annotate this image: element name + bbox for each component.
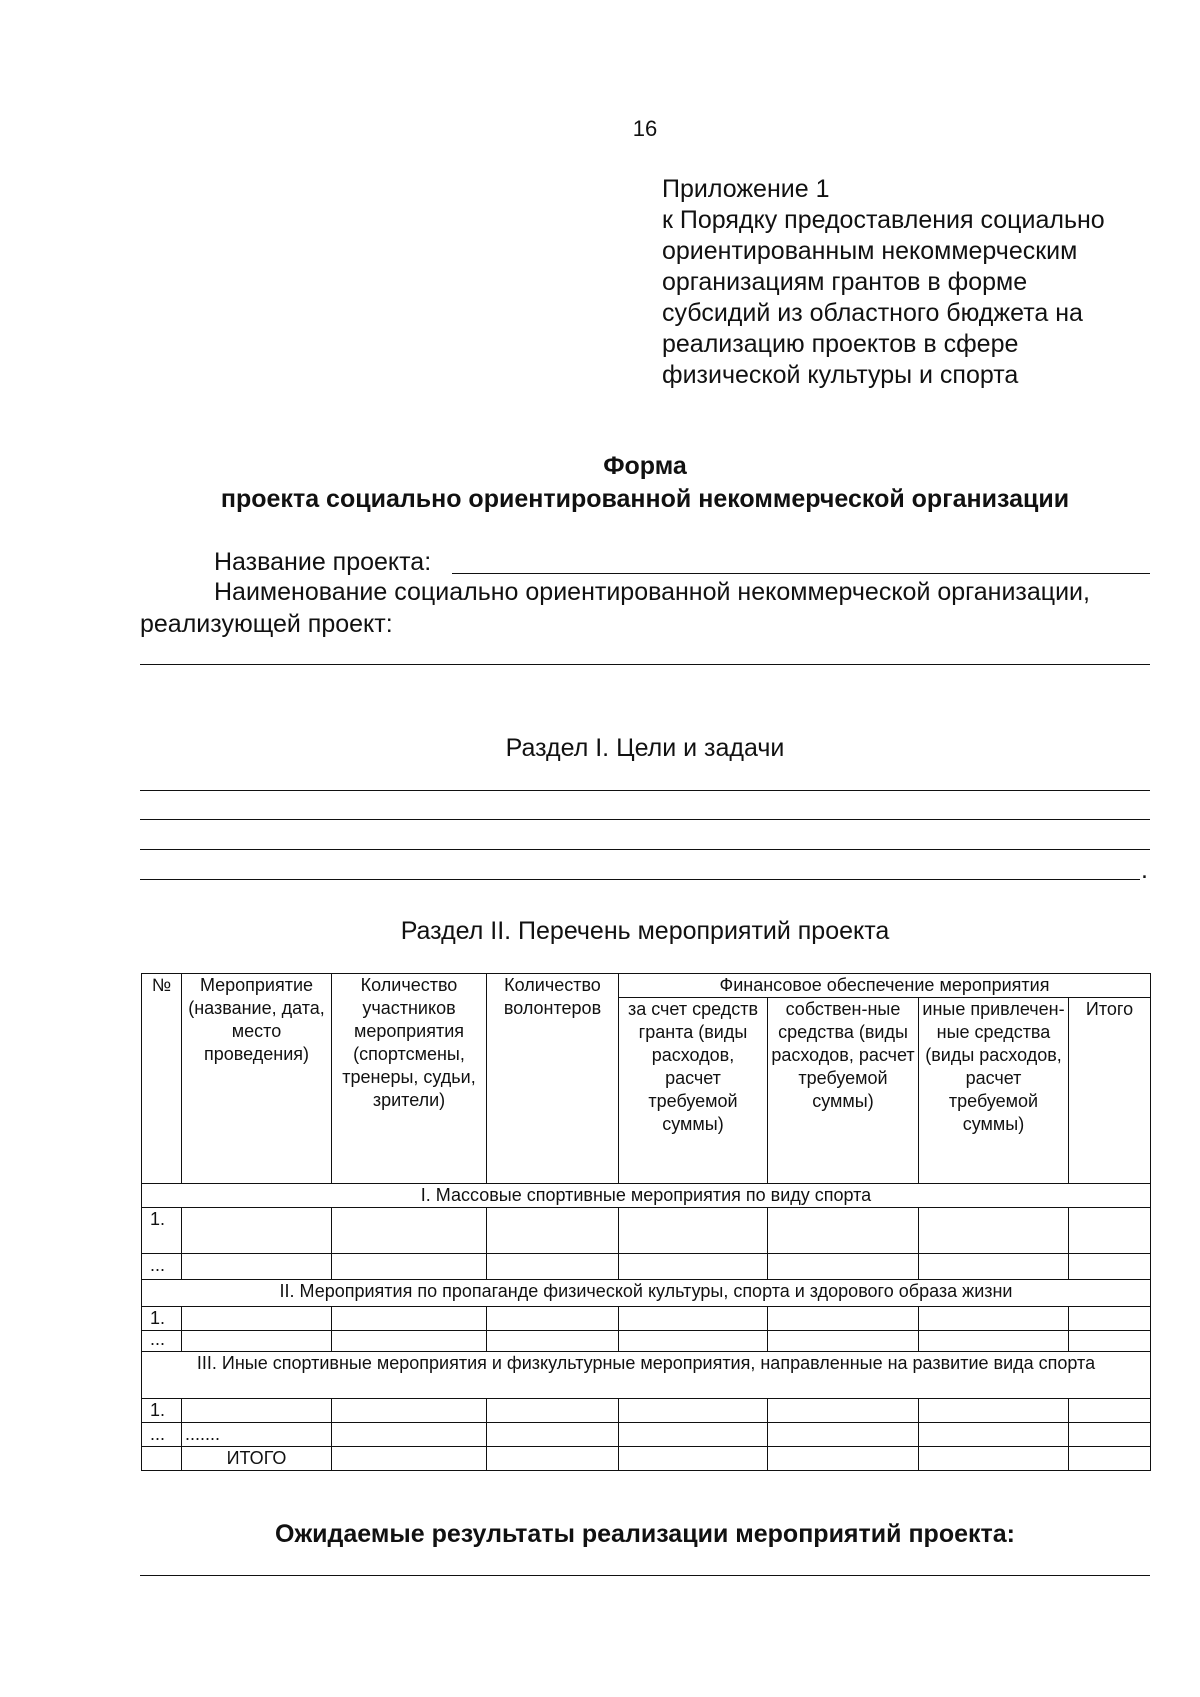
group-1-title: I. Массовые спортивные мероприятия по виду спорта [142, 1184, 1151, 1208]
header-participants: Количество участников мероприятия (спортсмены, тренеры, судьи, зрители) [332, 974, 487, 1184]
table-cell[interactable] [182, 1254, 332, 1280]
total-row [142, 1447, 1151, 1471]
header-num: № [142, 974, 182, 1184]
table-cell[interactable] [487, 1399, 619, 1423]
table-cell[interactable] [1069, 1423, 1151, 1447]
appendix-line: ориентированным некоммерческим [662, 237, 1078, 265]
table-cell [142, 1447, 182, 1471]
page-number: 16 [632, 116, 658, 141]
table-header-row [142, 974, 1151, 998]
table-cell[interactable] [182, 1331, 332, 1352]
table-cell[interactable] [487, 1208, 619, 1254]
form-title: Форма [603, 452, 687, 480]
table-cell[interactable] [332, 1331, 487, 1352]
table-cell[interactable] [619, 1307, 768, 1331]
table-cell[interactable] [487, 1423, 619, 1447]
table-cell[interactable] [1069, 1331, 1151, 1352]
row-num: ... [142, 1254, 182, 1280]
goals-end-mark: . [1141, 856, 1148, 884]
table-row [142, 1399, 1151, 1423]
row-num: 1. [142, 1208, 182, 1254]
row-num: 1. [142, 1399, 182, 1423]
table-cell[interactable] [1069, 1307, 1151, 1331]
table-row [142, 1208, 1151, 1254]
goals-input-line[interactable] [140, 819, 1150, 820]
header-event: Мероприятие (название, дата, место проведения) [182, 974, 332, 1184]
table-cell[interactable] [619, 1399, 768, 1423]
group-2-title: II. Мероприятия по пропаганде физической культуры, спорта и здорового образа жизни [142, 1280, 1151, 1307]
appendix-line: физической культуры и спорта [662, 361, 1019, 389]
table-cell[interactable] [619, 1331, 768, 1352]
section-2-heading: Раздел II. Перечень мероприятий проекта [400, 917, 890, 945]
table-row [142, 1307, 1151, 1331]
header-other-funds: иные привлечен-ные средства (виды расходов, расчет требуемой суммы) [919, 998, 1069, 1184]
table-cell[interactable] [768, 1307, 919, 1331]
appendix-line: организациям грантов в форме [662, 268, 1028, 296]
table-cell[interactable] [919, 1399, 1069, 1423]
project-name-input-line[interactable] [452, 573, 1150, 574]
table-row [142, 1254, 1151, 1280]
table-row [142, 1423, 1151, 1447]
goals-input-line[interactable] [140, 849, 1150, 850]
table-cell[interactable] [332, 1447, 487, 1471]
table-cell[interactable] [619, 1254, 768, 1280]
group-row [142, 1352, 1151, 1399]
table-cell[interactable] [919, 1254, 1069, 1280]
form-subtitle: проекта социально ориентированной некоммерческой организации [220, 485, 1070, 513]
group-3-title: III. Иные спортивные мероприятия и физкультурные мероприятия, направленные на развитие вида спорта [142, 1352, 1151, 1399]
table-cell[interactable] [182, 1208, 332, 1254]
org-name-label: Наименование социально ориентированной некоммерческой организации, [214, 578, 1090, 606]
table-cell[interactable] [332, 1307, 487, 1331]
row-num: ... [142, 1331, 182, 1352]
appendix-line: Приложение 1 [662, 175, 830, 203]
table-cell[interactable] [768, 1331, 919, 1352]
table-cell[interactable] [619, 1447, 768, 1471]
table-cell[interactable] [332, 1208, 487, 1254]
table-cell[interactable] [768, 1399, 919, 1423]
table-cell[interactable] [768, 1208, 919, 1254]
header-volunteers: Количество волонтеров [487, 974, 619, 1184]
header-own-funds: собствен-ные средства (виды расходов, расчет требуемой суммы) [768, 998, 919, 1184]
table-cell[interactable] [332, 1254, 487, 1280]
table-cell[interactable] [919, 1307, 1069, 1331]
table-cell[interactable] [919, 1447, 1069, 1471]
table-row [142, 1331, 1151, 1352]
appendix-line: реализацию проектов в сфере [662, 330, 1019, 358]
table-cell[interactable] [182, 1307, 332, 1331]
table-cell[interactable] [487, 1254, 619, 1280]
row-num: ... [142, 1423, 182, 1447]
table-cell[interactable] [919, 1331, 1069, 1352]
goals-input-line[interactable] [140, 790, 1150, 791]
expected-results-label: Ожидаемые результаты реализации мероприятий проекта: [275, 1520, 1015, 1548]
group-row [142, 1184, 1151, 1208]
table-cell[interactable] [332, 1423, 487, 1447]
table-cell[interactable] [919, 1423, 1069, 1447]
goals-input-line[interactable] [140, 879, 1140, 880]
group-row [142, 1280, 1151, 1307]
table-cell[interactable] [768, 1254, 919, 1280]
table-cell[interactable] [919, 1208, 1069, 1254]
table-cell[interactable] [1069, 1208, 1151, 1254]
header-total: Итого [1069, 998, 1151, 1184]
table-cell[interactable] [487, 1307, 619, 1331]
table-cell[interactable] [487, 1447, 619, 1471]
table-cell[interactable] [768, 1447, 919, 1471]
table-cell[interactable] [1069, 1254, 1151, 1280]
header-finance: Финансовое обеспечение мероприятия [619, 974, 1151, 998]
table-cell[interactable] [487, 1331, 619, 1352]
table-cell[interactable] [1069, 1447, 1151, 1471]
header-grant: за счет средств гранта (виды расходов, расчет требуемой суммы) [619, 998, 768, 1184]
appendix-line: субсидий из областного бюджета на [662, 299, 1083, 327]
table-cell[interactable] [332, 1399, 487, 1423]
appendix-block [662, 174, 1162, 391]
events-table [141, 973, 1151, 1471]
table-cell[interactable] [768, 1423, 919, 1447]
table-cell[interactable] [1069, 1399, 1151, 1423]
org-name-label-cont: реализующей проект: [140, 610, 393, 638]
section-1-heading: Раздел I. Цели и задачи [505, 734, 785, 762]
table-cell[interactable] [182, 1399, 332, 1423]
org-name-input-line[interactable] [140, 664, 1150, 665]
table-cell[interactable] [619, 1208, 768, 1254]
total-label: ИТОГО [182, 1447, 332, 1471]
event-cell[interactable]: ....... [182, 1423, 332, 1447]
row-num: 1. [142, 1307, 182, 1331]
table-cell[interactable] [619, 1423, 768, 1447]
expected-results-input-line[interactable] [140, 1575, 1150, 1576]
project-name-label: Название проекта: [214, 548, 432, 576]
appendix-line: к Порядку предоставления социально [662, 206, 1105, 234]
